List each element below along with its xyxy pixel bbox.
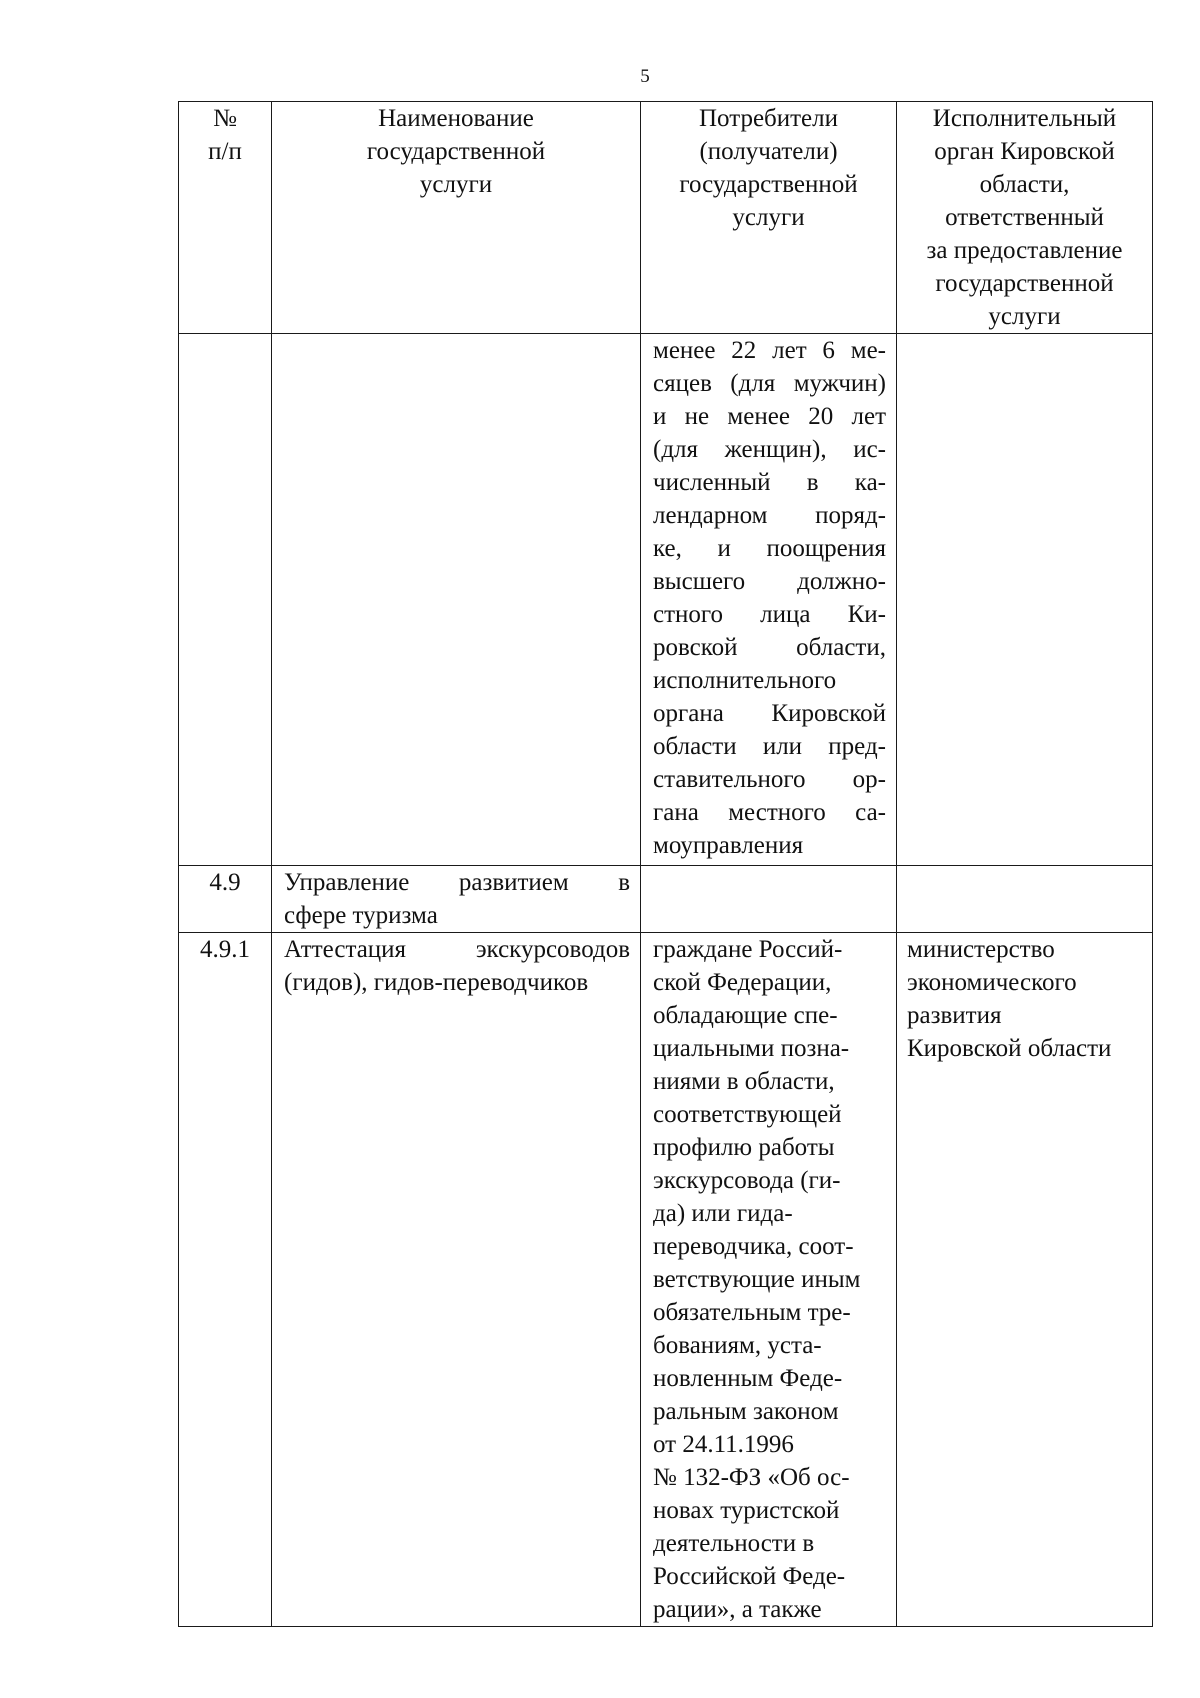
- cell-consumers: [641, 334, 897, 866]
- text-line: Кировской области: [907, 1035, 1112, 1062]
- page-number: 5: [640, 66, 650, 87]
- text-line: менее 22 лет 6 ме-: [653, 337, 886, 364]
- text-line: гана местного са-: [653, 799, 886, 826]
- text-line: государственной: [679, 171, 858, 198]
- text-line: (гидов), гидов-переводчиков: [284, 969, 589, 996]
- cell-number: [179, 334, 272, 866]
- text-line: соответствующей: [653, 1101, 842, 1128]
- text-line: и не менее 20 лет: [653, 403, 886, 430]
- authority-text: [897, 933, 1152, 1065]
- text-line: стного лица Ки-: [653, 601, 886, 628]
- text-line: за предоставление: [926, 237, 1123, 264]
- text-line: граждане Россий-: [653, 936, 843, 963]
- text-line: от 24.11.1996: [653, 1431, 794, 1458]
- header-number-text: [179, 102, 271, 168]
- text-line: ке, и поощрения: [653, 535, 886, 562]
- text-line: лендарном поряд-: [653, 502, 886, 529]
- service-name-text: [272, 933, 640, 999]
- text-line: (для женщин), ис-: [653, 436, 886, 463]
- text-line: Управление развитием в: [284, 869, 630, 896]
- header-service-name-text: [272, 102, 640, 201]
- cell-authority: [897, 933, 1153, 1627]
- header-authority: [897, 102, 1153, 334]
- text-line: № 132-ФЗ «Об ос-: [653, 1464, 850, 1491]
- text-line: органа Кировской: [653, 700, 886, 727]
- text-line: Аттестация экскурсоводов: [284, 936, 630, 963]
- text-line: исполнительного: [653, 667, 837, 694]
- text-line: Российской Феде-: [653, 1563, 846, 1590]
- text-line: области или пред-: [653, 733, 886, 760]
- cell-number: 4.9.1: [179, 933, 272, 1627]
- text-line: области,: [979, 171, 1070, 198]
- text-line: п/п: [208, 138, 242, 165]
- text-line: профилю работы: [653, 1134, 835, 1161]
- text-line: услуги: [988, 303, 1061, 330]
- text-line: услуги: [732, 204, 805, 231]
- text-line: экскурсовода (ги-: [653, 1167, 841, 1194]
- text-line: Исполнительный: [932, 105, 1117, 132]
- text-line: (получатели): [699, 138, 838, 165]
- text-line: новах туристской: [653, 1497, 840, 1524]
- text-line: численный в ка-: [653, 469, 886, 496]
- header-consumers-text: [641, 102, 896, 234]
- service-name-text: [272, 866, 640, 932]
- text-line: государственной: [366, 138, 546, 165]
- cell-authority: [897, 866, 1153, 933]
- text-line: циальными позна-: [653, 1035, 850, 1062]
- consumers-text: [641, 334, 896, 862]
- text-line: да) или гида-: [653, 1200, 793, 1227]
- text-line: развития: [907, 1002, 1002, 1029]
- table-row: [179, 933, 1153, 1627]
- text-line: №: [213, 105, 237, 132]
- text-line: ставительного ор-: [653, 766, 886, 793]
- cell-consumers: [641, 933, 897, 1627]
- cell-service-name: [272, 933, 641, 1627]
- text-line: ровской области,: [653, 634, 886, 661]
- consumers-text: [641, 933, 896, 1626]
- text-line: ральным законом: [653, 1398, 839, 1425]
- text-line: сяцев (для мужчин): [653, 370, 886, 397]
- text-line: государственной: [935, 270, 1114, 297]
- text-line: сфере туризма: [284, 902, 438, 929]
- table-header-row: [179, 102, 1153, 334]
- text-line: переводчика, соот-: [653, 1233, 854, 1260]
- header-authority-text: [897, 102, 1152, 333]
- cell-consumers: [641, 866, 897, 933]
- text-line: ской Федерации,: [653, 969, 832, 996]
- text-line: ответственный: [945, 204, 1104, 231]
- services-table: [178, 101, 1153, 1627]
- cell-number: 4.9: [179, 866, 272, 933]
- header-service-name: [272, 102, 641, 334]
- header-number: [179, 102, 272, 334]
- text-line: моуправления: [653, 832, 804, 859]
- text-line: обладающие спе-: [653, 1002, 838, 1029]
- text-line: деятельности в: [653, 1530, 815, 1557]
- text-line: экономического: [907, 969, 1077, 996]
- text-line: Наименование: [378, 105, 534, 132]
- text-line: ветствующие иным: [653, 1266, 861, 1293]
- text-line: Потребители: [698, 105, 839, 132]
- table-row: [179, 866, 1153, 933]
- text-line: услуги: [419, 171, 493, 198]
- text-line: ниями в области,: [653, 1068, 835, 1095]
- text-line: бованиям, уста-: [653, 1332, 822, 1359]
- text-line: высшего должно-: [653, 568, 886, 595]
- text-line: рации», а также: [653, 1596, 822, 1623]
- cell-authority: [897, 334, 1153, 866]
- text-line: министерство: [907, 936, 1055, 963]
- cell-service-name: [272, 866, 641, 933]
- text-line: орган Кировской: [934, 138, 1115, 165]
- text-line: обязательным тре-: [653, 1299, 851, 1326]
- table-row: [179, 334, 1153, 866]
- text-line: новленным Феде-: [653, 1365, 843, 1392]
- cell-service-name: [272, 334, 641, 866]
- header-consumers: [641, 102, 897, 334]
